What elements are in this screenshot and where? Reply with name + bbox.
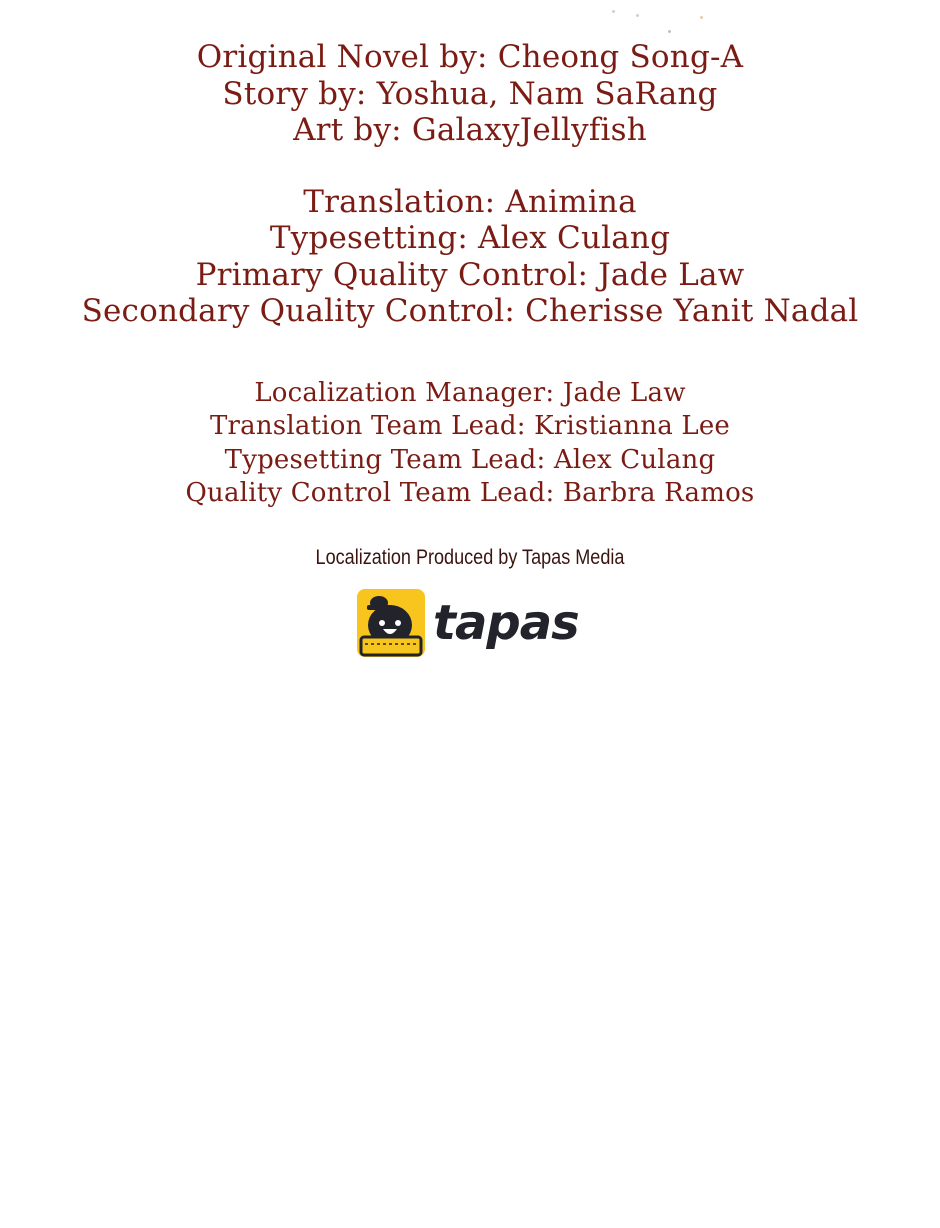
produced-by-text: Localization Produced by Tapas Media xyxy=(315,546,625,569)
credit-typesetting: Typesetting: Alex Culang xyxy=(269,220,671,256)
decorative-speck xyxy=(700,16,703,19)
decorative-speck xyxy=(636,14,639,17)
credit-secondary-qc: Secondary Quality Control: Cherisse Yanit Nadal xyxy=(81,293,859,329)
credit-primary-qc: Primary Quality Control: Jade Law xyxy=(195,257,745,293)
decorative-speck xyxy=(612,10,615,13)
credit-qc-lead: Quality Control Team Lead: Barbra Ramos xyxy=(185,478,755,508)
credit-typesetting-lead: Typesetting Team Lead: Alex Culang xyxy=(224,445,716,475)
credit-story: Story by: Yoshua, Nam SaRang xyxy=(222,76,718,112)
credit-art: Art by: GalaxyJellyfish xyxy=(293,112,647,148)
tapas-logo xyxy=(357,588,579,658)
tapas-mascot-icon xyxy=(357,589,425,657)
credit-translation-lead: Translation Team Lead: Kristianna Lee xyxy=(209,411,731,441)
credit-localization-manager: Localization Manager: Jade Law xyxy=(254,378,686,408)
credit-original-novel: Original Novel by: Cheong Song-A xyxy=(196,39,744,75)
tapas-wordmark: tapas xyxy=(433,595,579,651)
credit-translation: Translation: Animina xyxy=(303,184,637,220)
decorative-speck xyxy=(668,30,671,33)
